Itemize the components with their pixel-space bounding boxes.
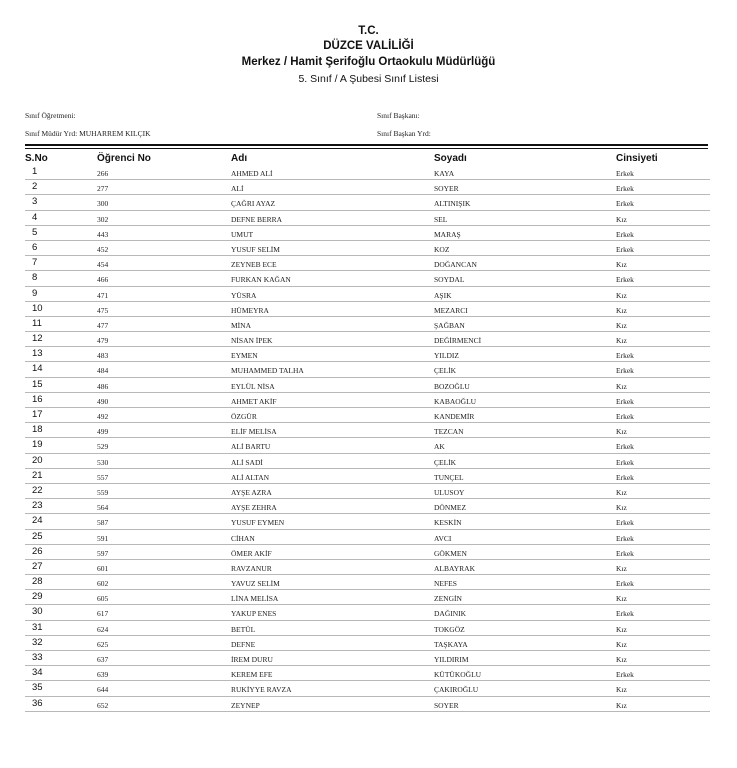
- cell-surname: MEZARCI: [434, 305, 468, 315]
- cell-surname: GÖKMEN: [434, 548, 467, 558]
- table-row: [25, 180, 710, 195]
- cell-student-no: 564: [97, 503, 109, 513]
- cell-name: AHMET AKİF: [231, 396, 277, 406]
- table-row: [25, 545, 710, 560]
- cell-name: EYMEN: [231, 351, 258, 361]
- cell-name: MUHAMMED TALHA: [231, 366, 304, 376]
- cell-sno: 26: [32, 545, 43, 557]
- table-row: [25, 256, 710, 271]
- cell-gender: Kız: [616, 624, 627, 634]
- cell-student-no: 601: [97, 563, 109, 573]
- cell-gender: Erkek: [616, 518, 634, 528]
- header-divider: [25, 144, 708, 146]
- cell-gender: Erkek: [616, 169, 634, 178]
- cell-name: İREM DURU: [231, 655, 273, 664]
- cell-gender: Erkek: [616, 472, 634, 482]
- cell-name: RUKİYYE RAVZA: [231, 685, 292, 695]
- cell-surname: DÖNMEZ: [434, 503, 467, 513]
- cell-name: MİNA: [231, 320, 251, 330]
- table-row: [25, 241, 710, 256]
- cell-sno: 31: [32, 621, 43, 633]
- cell-gender: Erkek: [616, 442, 634, 452]
- cell-name: FURKAN KAĞAN: [231, 275, 291, 285]
- table-row: [25, 590, 710, 605]
- cell-surname: DAĞINIK: [434, 609, 467, 619]
- cell-student-no: 529: [97, 442, 109, 452]
- cell-surname: TAŞKAYA: [434, 639, 468, 649]
- cell-surname: DEĞİRMENCİ: [434, 336, 482, 346]
- header-divider-thin: [25, 148, 708, 149]
- cell-name: ÖZGÜR: [231, 412, 257, 421]
- cell-surname: TUNÇEL: [434, 472, 464, 482]
- cell-gender: Erkek: [616, 457, 634, 467]
- table-row: [25, 378, 710, 393]
- cell-gender: Erkek: [616, 412, 634, 421]
- cell-sno: 33: [32, 652, 43, 663]
- cell-gender: Kız: [616, 214, 627, 224]
- cell-surname: SEL: [434, 214, 448, 224]
- cell-sno: 20: [32, 454, 43, 466]
- cell-gender: Erkek: [616, 396, 634, 406]
- table-row: [25, 271, 710, 286]
- cell-gender: Kız: [616, 503, 627, 513]
- table-row: [25, 681, 710, 696]
- cell-sno: 3: [32, 196, 38, 208]
- cell-student-no: 277: [97, 184, 109, 194]
- cell-sno: 16: [32, 393, 43, 405]
- table-row: [25, 651, 710, 666]
- assistant-principal-label: Sınıf Müdür Yrd: MUHARREM KILÇIK: [25, 129, 151, 138]
- cell-student-no: 454: [97, 260, 109, 270]
- cell-sno: 24: [32, 515, 43, 527]
- cell-gender: Erkek: [616, 579, 634, 589]
- cell-student-no: 300: [97, 199, 109, 209]
- cell-sno: 19: [32, 439, 43, 451]
- cell-student-no: 483: [97, 351, 109, 361]
- cell-gender: Kız: [616, 655, 627, 664]
- cell-gender: Kız: [616, 700, 627, 710]
- cell-sno: 35: [32, 682, 43, 694]
- cell-student-no: 530: [97, 457, 109, 467]
- cell-sno: 18: [32, 424, 43, 436]
- column-header-gender: Cinsiyeti: [616, 153, 658, 164]
- cell-gender: Erkek: [616, 229, 634, 239]
- cell-name: ALİ: [231, 184, 244, 194]
- cell-surname: KANDEMİR: [434, 412, 475, 421]
- cell-name: YÜSRA: [231, 290, 257, 300]
- cell-name: DEFNE: [231, 639, 256, 649]
- cell-student-no: 499: [97, 427, 109, 437]
- cell-gender: Erkek: [616, 366, 634, 376]
- cell-student-no: 302: [97, 214, 109, 224]
- table-row: [25, 454, 710, 469]
- cell-gender: Erkek: [616, 275, 634, 285]
- cell-gender: Kız: [616, 336, 627, 346]
- cell-student-no: 486: [97, 381, 109, 391]
- cell-surname: ÇELİK: [434, 457, 457, 467]
- cell-name: AYŞE AZRA: [231, 487, 272, 497]
- table-row: [25, 393, 710, 408]
- cell-surname: AVCI: [434, 533, 452, 543]
- cell-sno: 4: [32, 211, 38, 223]
- cell-gender: Kız: [616, 260, 627, 270]
- cell-gender: Erkek: [616, 609, 634, 619]
- column-header-sno: S.No: [25, 153, 48, 164]
- class-vice-president-label: Sınıf Başkan Yrd:: [377, 129, 431, 138]
- table-row: [25, 605, 710, 620]
- cell-name: EYLÜL NİSA: [231, 381, 275, 391]
- cell-name: ALİ SADİ: [231, 457, 263, 467]
- cell-sno: 2: [32, 181, 38, 193]
- cell-gender: Kız: [616, 563, 627, 573]
- cell-name: ÖMER AKİF: [231, 548, 272, 558]
- cell-student-no: 602: [97, 579, 109, 589]
- table-row: [25, 408, 710, 423]
- cell-sno: 34: [32, 667, 43, 679]
- cell-name: AYŞE ZEHRA: [231, 503, 277, 513]
- cell-gender: Erkek: [616, 548, 634, 558]
- cell-student-no: 477: [97, 320, 109, 330]
- cell-name: AHMED ALİ: [231, 169, 273, 178]
- table-row: [25, 347, 710, 362]
- cell-name: DEFNE BERRA: [231, 214, 283, 224]
- cell-gender: Kız: [616, 290, 627, 300]
- cell-student-no: 625: [97, 639, 109, 649]
- table-row: [25, 560, 710, 575]
- cell-surname: YILDIZ: [434, 351, 459, 361]
- table-row: [25, 621, 710, 636]
- cell-surname: YILDIRIM: [434, 655, 469, 664]
- cell-student-no: 471: [97, 290, 109, 300]
- table-row: [25, 636, 710, 651]
- cell-gender: Erkek: [616, 199, 634, 209]
- cell-sno: 32: [32, 636, 43, 648]
- cell-surname: ULUSOY: [434, 487, 465, 497]
- cell-student-no: 624: [97, 624, 109, 634]
- cell-surname: KAYA: [434, 169, 455, 178]
- cell-student-no: 637: [97, 655, 109, 664]
- cell-sno: 29: [32, 591, 43, 603]
- cell-name: ÇAĞRI AYAZ: [231, 199, 276, 209]
- cell-gender: Kız: [616, 639, 627, 649]
- cell-student-no: 475: [97, 305, 109, 315]
- header-tc: T.C.: [358, 25, 379, 37]
- cell-surname: KESKİN: [434, 518, 462, 528]
- page-title: 5. Sınıf / A Şubesi Sınıf Listesi: [298, 73, 439, 85]
- cell-sno: 30: [32, 606, 43, 618]
- cell-student-no: 479: [97, 336, 109, 346]
- column-header-student-no: Öğrenci No: [97, 153, 151, 164]
- table-row: [25, 469, 710, 484]
- cell-gender: Erkek: [616, 351, 634, 361]
- cell-sno: 25: [32, 530, 43, 542]
- cell-surname: BOZOĞLU: [434, 381, 470, 391]
- cell-name: ELİF MELİSA: [231, 427, 277, 437]
- cell-gender: Erkek: [616, 184, 634, 194]
- cell-sno: 1: [32, 166, 38, 177]
- cell-surname: ALBAYRAK: [434, 563, 475, 573]
- cell-sno: 21: [32, 469, 43, 481]
- cell-sno: 13: [32, 348, 43, 360]
- cell-gender: Erkek: [616, 533, 634, 543]
- table-row: [25, 287, 710, 302]
- cell-student-no: 591: [97, 533, 109, 543]
- cell-surname: KÜTÜKOĞLU: [434, 670, 482, 680]
- cell-sno: 12: [32, 333, 43, 345]
- cell-surname: AK: [434, 442, 445, 452]
- cell-student-no: 639: [97, 670, 109, 680]
- student-table-body: [0, 165, 737, 712]
- cell-name: YUSUF EYMEN: [231, 518, 285, 528]
- class-teacher-label: Sınıf Öğretmeni:: [25, 111, 76, 120]
- cell-surname: NEFES: [434, 579, 457, 589]
- cell-name: YUSUF SELİM: [231, 244, 280, 254]
- cell-surname: SOYER: [434, 700, 459, 710]
- cell-surname: ÇELİK: [434, 366, 457, 376]
- cell-sno: 5: [32, 226, 38, 238]
- cell-name: YAKUP ENES: [231, 609, 277, 619]
- column-header-name: Adı: [231, 153, 248, 164]
- cell-surname: KABAOĞLU: [434, 396, 477, 406]
- cell-student-no: 605: [97, 594, 109, 604]
- cell-student-no: 652: [97, 700, 109, 710]
- cell-gender: Kız: [616, 381, 627, 391]
- table-row: [25, 195, 710, 210]
- table-row: [25, 484, 710, 499]
- cell-student-no: 557: [97, 472, 109, 482]
- cell-student-no: 452: [97, 244, 109, 254]
- cell-surname: KOZ: [434, 244, 450, 254]
- table-row: [25, 438, 710, 453]
- cell-sno: 22: [32, 484, 43, 496]
- table-row: [25, 499, 710, 514]
- cell-surname: MARAŞ: [434, 229, 461, 239]
- cell-gender: Kız: [616, 305, 627, 315]
- table-row: [25, 666, 710, 681]
- cell-student-no: 644: [97, 685, 109, 695]
- cell-surname: ŞAĞBAN: [434, 320, 465, 330]
- cell-sno: 9: [32, 287, 38, 299]
- cell-name: YAVUZ SELİM: [231, 579, 280, 589]
- table-row: [25, 302, 710, 317]
- cell-gender: Kız: [616, 487, 627, 497]
- cell-surname: ALTINIŞIK: [434, 199, 471, 209]
- cell-gender: Erkek: [616, 670, 634, 680]
- cell-gender: Kız: [616, 594, 627, 604]
- table-row: [25, 226, 710, 241]
- cell-name: CİHAN: [231, 533, 255, 543]
- cell-gender: Erkek: [616, 244, 634, 254]
- cell-student-no: 617: [97, 609, 109, 619]
- table-row: [25, 332, 710, 347]
- cell-surname: SOYDAL: [434, 275, 465, 285]
- cell-name: HÜMEYRA: [231, 305, 269, 315]
- cell-sno: 27: [32, 560, 43, 572]
- column-header-surname: Soyadı: [434, 153, 467, 164]
- cell-sno: 36: [32, 697, 43, 709]
- cell-name: KEREM EFE: [231, 670, 273, 680]
- cell-sno: 28: [32, 576, 43, 588]
- cell-name: ALİ ALTAN: [231, 472, 270, 482]
- cell-sno: 17: [32, 409, 43, 420]
- cell-name: LİNA MELİSA: [231, 594, 279, 604]
- table-row: [25, 575, 710, 590]
- cell-sno: 8: [32, 272, 38, 284]
- cell-surname: TEZCAN: [434, 427, 464, 437]
- cell-surname: TOKGÖZ: [434, 624, 465, 634]
- cell-sno: 14: [32, 363, 43, 375]
- cell-sno: 23: [32, 500, 43, 512]
- table-row: [25, 697, 710, 712]
- table-row: [25, 211, 710, 226]
- cell-name: RAVZANUR: [231, 563, 272, 573]
- cell-student-no: 490: [97, 396, 109, 406]
- table-row: [25, 317, 710, 332]
- cell-surname: SOYER: [434, 184, 459, 194]
- table-row: [25, 165, 710, 180]
- cell-sno: 10: [32, 302, 43, 314]
- cell-sno: 6: [32, 241, 38, 253]
- cell-gender: Kız: [616, 685, 627, 695]
- cell-sno: 15: [32, 378, 43, 390]
- table-row: [25, 514, 710, 529]
- header-school: Merkez / Hamit Şerifoğlu Ortaokulu Müdürlüğü: [241, 56, 496, 68]
- cell-student-no: 443: [97, 229, 109, 239]
- cell-student-no: 266: [97, 169, 109, 178]
- cell-student-no: 484: [97, 366, 109, 376]
- cell-student-no: 597: [97, 548, 109, 558]
- cell-gender: Kız: [616, 427, 627, 437]
- cell-gender: Kız: [616, 320, 627, 330]
- cell-name: BETÜL: [231, 624, 256, 634]
- table-row: [25, 530, 710, 545]
- header-governorship: DÜZCE VALİLİĞİ: [323, 40, 414, 52]
- cell-student-no: 587: [97, 518, 109, 528]
- cell-student-no: 466: [97, 275, 109, 285]
- class-president-label: Sınıf Başkanı:: [377, 111, 420, 120]
- cell-student-no: 559: [97, 487, 109, 497]
- cell-sno: 7: [32, 257, 38, 269]
- cell-name: ZEYNEP: [231, 700, 260, 710]
- cell-name: ZEYNEB ECE: [231, 260, 277, 270]
- table-row: [25, 362, 710, 377]
- cell-surname: AŞIK: [434, 290, 452, 300]
- cell-name: UMUT: [231, 229, 254, 239]
- table-row: [25, 423, 710, 438]
- cell-name: NİSAN İPEK: [231, 336, 273, 346]
- cell-surname: ZENGİN: [434, 594, 462, 604]
- cell-name: ALİ BARTU: [231, 442, 271, 452]
- cell-student-no: 492: [97, 412, 109, 421]
- cell-surname: ÇAKIROĞLU: [434, 685, 479, 695]
- cell-sno: 11: [32, 317, 42, 329]
- cell-surname: DOĞANCAN: [434, 260, 477, 270]
